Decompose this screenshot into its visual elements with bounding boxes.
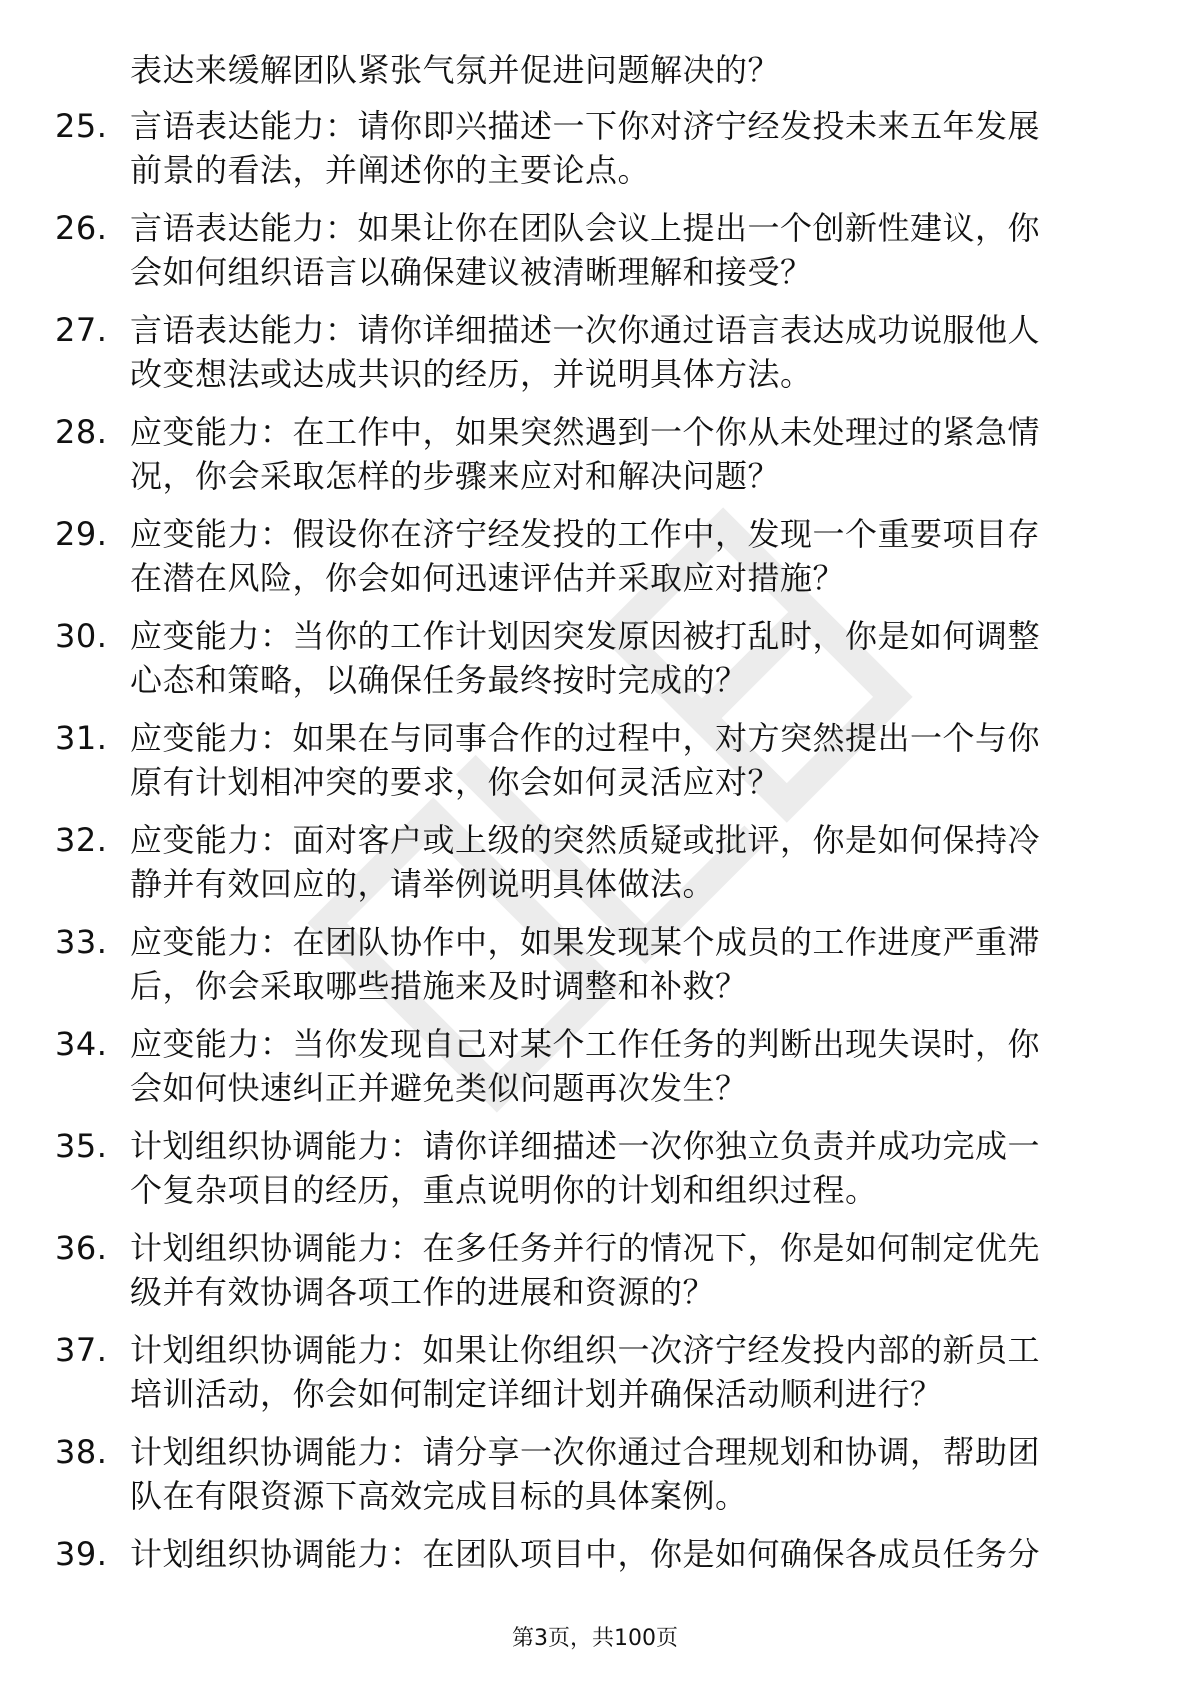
question-line: 应变能力：当你的工作计划因突发原因被打乱时，你是如何调整 [130, 617, 1041, 655]
question-number: 29. [55, 515, 108, 553]
question-line: 会如何组织语言以确保建议被清晰理解和接受？ [130, 253, 813, 291]
question-text [130, 920, 1130, 1008]
list-item [0, 206, 1190, 306]
question-text [130, 614, 1130, 702]
question-line: 言语表达能力：请你详细描述一次你通过语言表达成功说服他人 [130, 311, 1041, 349]
question-text [130, 1532, 1130, 1576]
page-footer: 第3页，共100页 [512, 1626, 678, 1651]
question-list [0, 104, 1190, 1632]
list-item [0, 716, 1190, 816]
list-item [0, 104, 1190, 204]
question-line: 心态和策略，以确保任务最终按时完成的？ [130, 661, 748, 699]
question-line: 原有计划相冲突的要求，你会如何灵活应对？ [130, 763, 781, 801]
question-number: 39. [55, 1535, 108, 1573]
question-number: 38. [55, 1433, 108, 1471]
list-item [0, 818, 1190, 918]
question-line: 级并有效协调各项工作的进展和资源的？ [130, 1273, 716, 1311]
question-line: 言语表达能力：请你即兴描述一下你对济宁经发投未来五年发展 [130, 107, 1041, 145]
question-line: 改变想法或达成共识的经历，并说明具体方法。 [130, 355, 813, 393]
question-line: 应变能力：面对客户或上级的突然质疑或批评，你是如何保持冷 [130, 821, 1041, 859]
question-line: 应变能力：假设你在济宁经发投的工作中，发现一个重要项目存 [130, 515, 1041, 553]
question-number: 30. [55, 617, 108, 655]
question-text [130, 1124, 1130, 1212]
question-number: 32. [55, 821, 108, 859]
question-line: 应变能力：在团队协作中，如果发现某个成员的工作进度严重滞 [130, 923, 1041, 961]
question-number: 26. [55, 209, 108, 247]
question-text [130, 104, 1130, 192]
question-line: 应变能力：如果在与同事合作的过程中，对方突然提出一个与你 [130, 719, 1041, 757]
question-line: 前景的看法，并阐述你的主要论点。 [130, 151, 651, 189]
question-text [130, 308, 1130, 396]
question-number: 25. [55, 107, 108, 145]
question-text [130, 1226, 1130, 1314]
question-line: 后，你会采取哪些措施来及时调整和补救？ [130, 967, 748, 1005]
list-item [0, 614, 1190, 714]
question-line: 队在有限资源下高效完成目标的具体案例。 [130, 1477, 748, 1515]
question-text [130, 512, 1130, 600]
question-text [130, 1430, 1130, 1518]
question-text [130, 1328, 1130, 1416]
question-line: 况，你会采取怎样的步骤来应对和解决问题？ [130, 457, 781, 495]
question-number: 35. [55, 1127, 108, 1165]
question-line: 应变能力：当你发现自己对某个工作任务的判断出现失误时，你 [130, 1025, 1041, 1063]
continued-question-text: 表达来缓解团队紧张气氛并促进问题解决的？ [130, 51, 781, 89]
question-line: 个复杂项目的经历，重点说明你的计划和组织过程。 [130, 1171, 878, 1209]
question-number: 31. [55, 719, 108, 757]
question-line: 培训活动，你会如何制定详细计划并确保活动顺利进行？ [130, 1375, 943, 1413]
question-line: 会如何快速纠正并避免类似问题再次发生？ [130, 1069, 748, 1107]
content-area [0, 48, 1190, 1634]
list-item [0, 1124, 1190, 1224]
question-text [130, 716, 1130, 804]
question-line: 言语表达能力：如果让你在团队会议上提出一个创新性建议，你 [130, 209, 1041, 247]
list-item [0, 410, 1190, 510]
question-number: 27. [55, 311, 108, 349]
question-line: 计划组织协调能力：在多任务并行的情况下，你是如何制定优先 [130, 1229, 1041, 1267]
question-line: 计划组织协调能力：如果让你组织一次济宁经发投内部的新员工 [130, 1331, 1041, 1369]
question-number: 33. [55, 923, 108, 961]
question-text [130, 1022, 1130, 1110]
question-line: 应变能力：在工作中，如果突然遇到一个你从未处理过的紧急情 [130, 413, 1041, 451]
question-number: 34. [55, 1025, 108, 1063]
list-item [0, 1430, 1190, 1530]
list-item [0, 1328, 1190, 1428]
list-item [0, 512, 1190, 612]
question-line: 静并有效回应的，请举例说明具体做法。 [130, 865, 716, 903]
list-item [0, 1022, 1190, 1122]
question-line: 在潜在风险，你会如何迅速评估并采取应对措施？ [130, 559, 846, 597]
question-text [130, 818, 1130, 906]
list-item [0, 1532, 1190, 1632]
question-line: 计划组织协调能力：请分享一次你通过合理规划和协调，帮助团 [130, 1433, 1041, 1471]
list-item [0, 308, 1190, 408]
question-number: 28. [55, 413, 108, 451]
list-item [0, 1226, 1190, 1326]
question-number: 36. [55, 1229, 108, 1267]
question-line: 计划组织协调能力：请你详细描述一次你独立负责并成功完成一 [130, 1127, 1041, 1165]
question-text [130, 410, 1130, 498]
question-number: 37. [55, 1331, 108, 1369]
question-text [130, 206, 1130, 294]
question-line: 计划组织协调能力：在团队项目中，你是如何确保各成员任务分 [130, 1535, 1041, 1573]
list-item [0, 920, 1190, 1020]
